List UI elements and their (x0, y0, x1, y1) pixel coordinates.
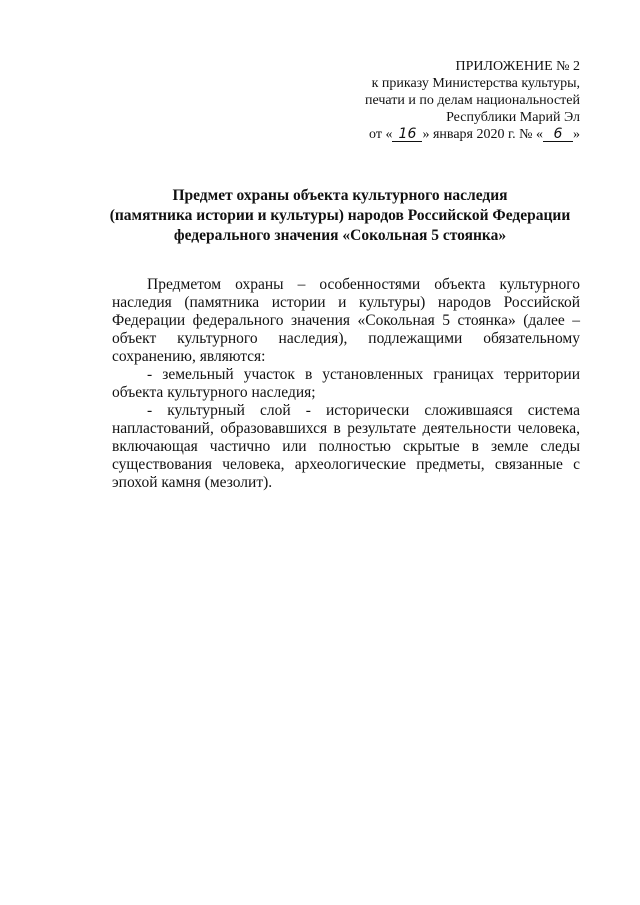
intro-paragraph: Предметом охраны – особенностями объекта культурного наследия (памятника истории и культуры) народов Российской Федерации федерального значения «Сокольная 5 стоянка» (далее – объект культурного наследия), подлежащими обязательному сохранению, являются: (112, 276, 580, 365)
title-line-1: Предмет охраны объекта культурного наследия (172, 187, 508, 204)
document-title (100, 186, 580, 246)
list-item-land-plot: - земельный участок в установленных границах территории объекта культурного наследия; (112, 366, 580, 401)
date-suffix: » (573, 127, 580, 142)
appendix-date-line (350, 126, 580, 143)
appendix-header (350, 58, 580, 143)
date-prefix: от « (369, 127, 393, 142)
list-item-cultural-layer: - культурный слой - исторически сложившаяся система напластований, образовавшихся в результате деятельности человека, включающая частично или полностью скрытые в земле следы существования человека, археологические предметы, связанные с эпохой камня (мезолит). (112, 402, 580, 491)
appendix-republic: Республики Марий Эл (446, 110, 580, 125)
handwritten-order-number: 6 (543, 127, 573, 142)
appendix-title: ПРИЛОЖЕНИЕ № 2 (455, 59, 580, 74)
date-middle: » января 2020 г. № « (422, 127, 543, 142)
appendix-ministry: печати и по делам национальностей (364, 93, 580, 108)
appendix-order-ref: к приказу Министерства культуры, (371, 76, 580, 91)
document-body (112, 276, 580, 492)
handwritten-day: 16 (392, 127, 422, 142)
title-line-3: федерального значения «Сокольная 5 стоянка» (173, 227, 507, 244)
title-line-2: (памятника истории и культуры) народов Российской Федерации (109, 207, 571, 224)
